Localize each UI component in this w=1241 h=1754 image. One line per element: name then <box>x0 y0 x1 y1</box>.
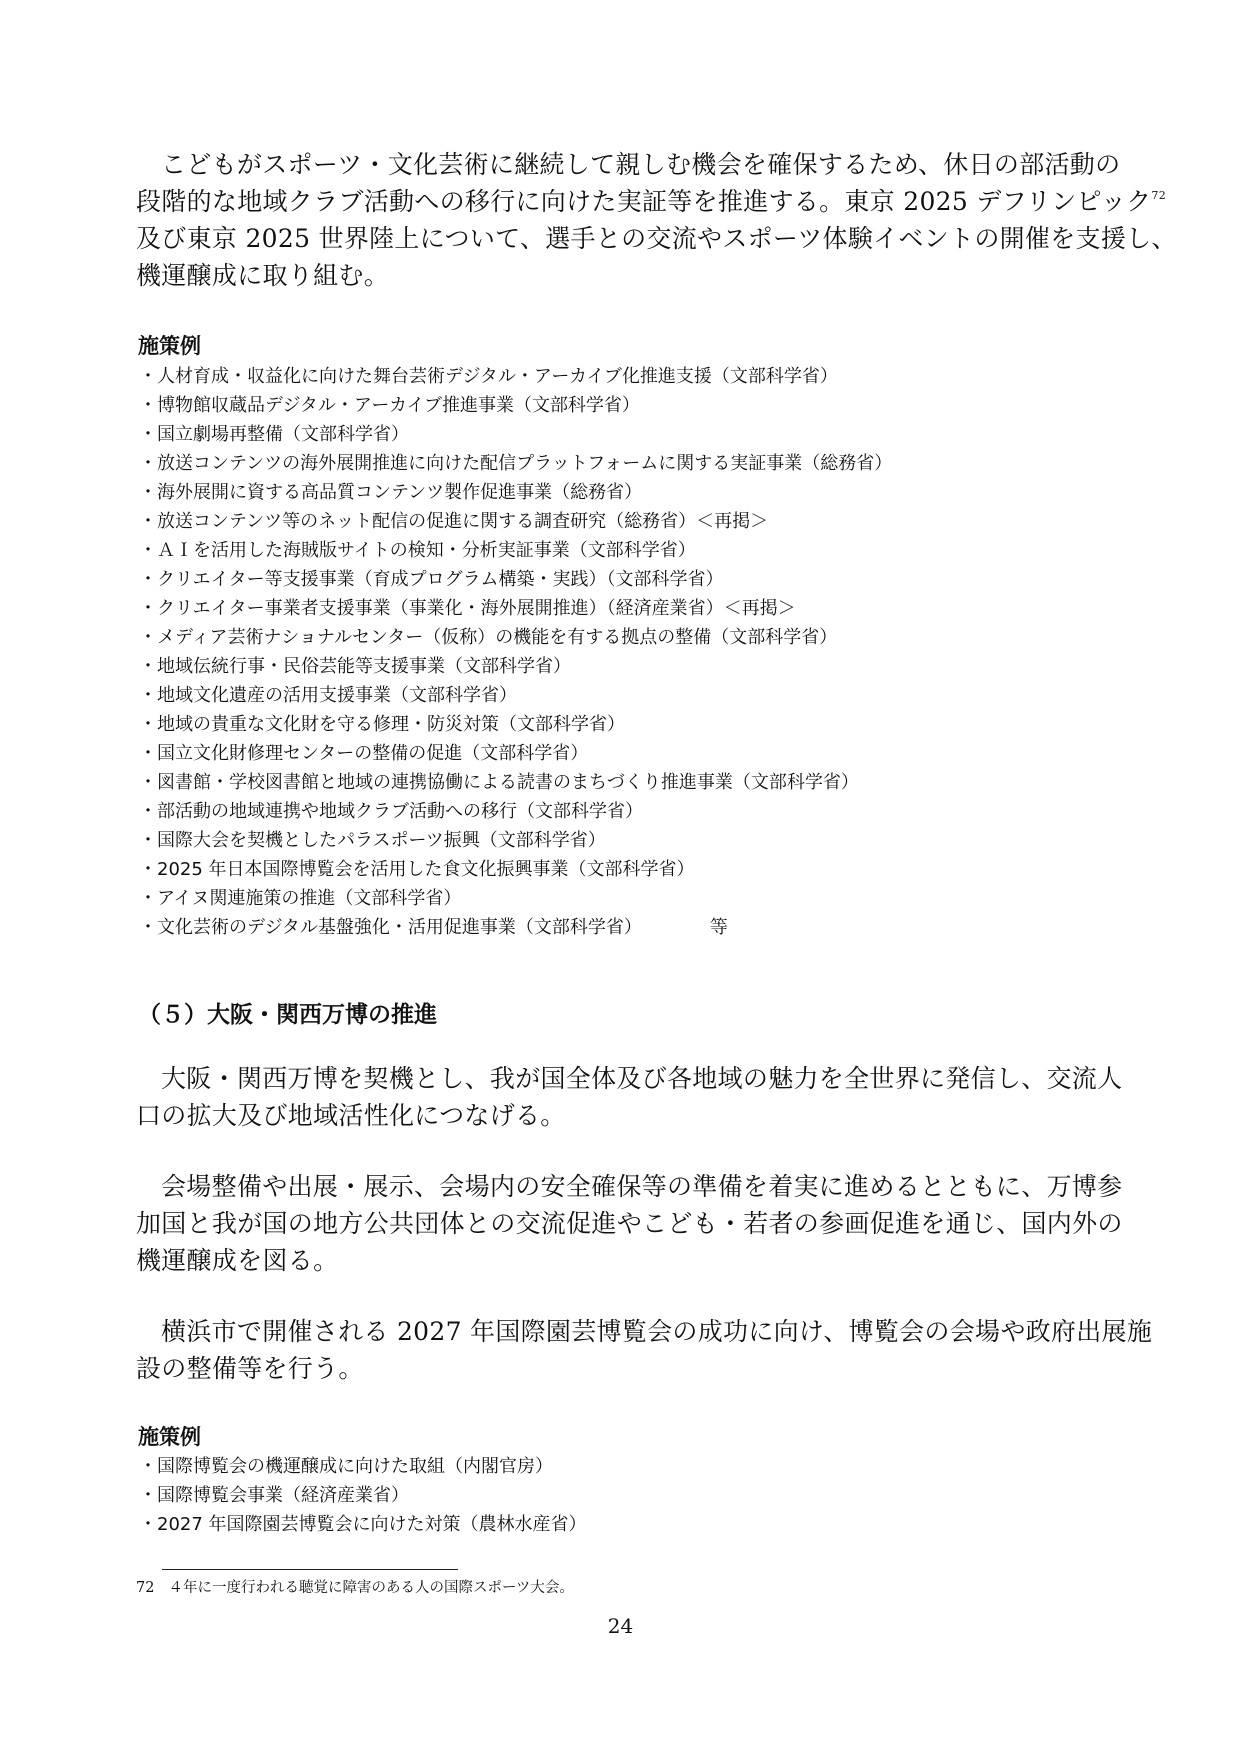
paragraph <box>136 1313 1153 1387</box>
list-item: ・国際博覧会事業（経済産業省） <box>139 1485 409 1506</box>
footnote-text: ４年に一度行われる聴覚に障害のある人の国際スポーツ大会。 <box>168 1580 574 1596</box>
measures-list <box>139 1452 587 1539</box>
list-item: ・博物館収蔵品デジタル・アーカイブ推進事業（文部科学省） <box>139 395 640 416</box>
measures-label: 施策例 <box>138 1425 201 1449</box>
list-item: ・クリエイター等支援事業（育成プログラム構築・実践）（文部科学省） <box>139 569 724 590</box>
paragraph-line: 加国と我が国の地方公共団体との交流促進やこども・若者の参画促進を通じ、国内外の <box>136 1209 1123 1238</box>
measures-label: 施策例 <box>138 334 201 358</box>
list-item: ・国立劇場再整備（文部科学省） <box>139 424 409 445</box>
list-item: ・人材育成・収益化に向けた舞台芸術デジタル・アーカイブ化推進支援（文部科学省） <box>139 366 838 387</box>
section-heading: （５）大阪・関西万博の推進 <box>138 1002 437 1028</box>
list-item: ・地域の貴重な文化財を守る修理・防災対策（文部科学省） <box>139 714 625 735</box>
intro-paragraph <box>136 146 1177 294</box>
paragraph-line: 会場整備や出展・展示、会場内の安全確保等の準備を着実に進めるとともに、万博参 <box>161 1172 1123 1201</box>
list-item: ・メディア芸術ナショナルセンター（仮称）の機能を有する拠点の整備（文部科学省） <box>139 627 838 648</box>
etc-label: 等 <box>709 917 728 938</box>
paragraph-line: 設の整備等を行う。 <box>136 1354 364 1383</box>
list-item: ・放送コンテンツの海外展開推進に向けた配信プラットフォームに関する実証事業（総務省） <box>139 453 893 474</box>
paragraph <box>136 1060 1123 1134</box>
paragraph-line: 機運醸成を図る。 <box>136 1246 339 1275</box>
list-item: ・図書館・学校図書館と地域の連携協働による読書のまちづくり推進事業（文部科学省） <box>139 772 859 793</box>
paragraph-line: 口の拡大及び地域活性化につなげる。 <box>136 1101 566 1130</box>
paragraph <box>136 1168 1123 1279</box>
list-item: ・国際博覧会の機運醸成に向けた取組（内閣官房） <box>139 1456 553 1477</box>
footnote-reference: 72 <box>1151 189 1167 202</box>
list-item: ・ＡＩを活用した海賊版サイトの検知・分析実証事業（文部科学省） <box>139 540 696 561</box>
paragraph-line: 大阪・関西万博を契機とし、我が国全体及び各地域の魅力を全世界に発信し、交流人 <box>161 1064 1123 1093</box>
list-item: ・クリエイター事業者支援事業（事業化・海外展開推進）（経済産業省）＜再掲＞ <box>139 598 796 619</box>
paragraph-line: こどもがスポーツ・文化芸術に継続して親しむ機会を確保するため、休日の部活動の <box>161 150 1121 179</box>
list-item: ・文化芸術のデジタル基盤強化・活用促進事業（文部科学省） 等 <box>139 917 728 938</box>
list-item: ・2027 年国際園芸博覧会に向けた対策（農林水産省） <box>139 1514 587 1535</box>
footnote-divider <box>162 1569 458 1570</box>
list-item: ・海外展開に資する高品質コンテンツ製作促進事業（総務省） <box>139 482 643 503</box>
list-item: ・国立文化財修理センターの整備の促進（文部科学省） <box>139 743 589 764</box>
paragraph-line: 機運醸成に取り組む。 <box>136 261 390 290</box>
list-item: ・アイヌ関連施策の推進（文部科学省） <box>139 888 462 909</box>
list-item: ・部活動の地域連携や地域クラブ活動への移行（文部科学省） <box>139 801 643 822</box>
list-item: ・地域文化遺産の活用支援事業（文部科学省） <box>139 685 517 706</box>
list-item: ・国際大会を契機としたパラスポーツ振興（文部科学省） <box>139 830 606 851</box>
paragraph-line: 及び東京 2025 世界陸上について、選手との交流やスポーツ体験イベントの開催を支援し、 <box>136 224 1177 253</box>
list-item: ・2025 年日本国際博覧会を活用した食文化振興事業（文部科学省） <box>139 859 695 880</box>
list-item: ・地域伝統行事・民俗芸能等支援事業（文部科学省） <box>139 656 571 677</box>
footnote <box>136 1578 574 1598</box>
page-number: 24 <box>607 1614 634 1638</box>
measures-list <box>139 362 892 942</box>
paragraph-line: 段階的な地域クラブ活動への移行に向けた実証等を推進する。東京 2025 デフリンピック$^{72}$ <box>136 187 1167 216</box>
footnote-number: 72 <box>136 1580 155 1596</box>
paragraph-line: 横浜市で開催される 2027 年国際園芸博覧会の成功に向け、博覧会の会場や政府出展施 <box>161 1317 1153 1346</box>
list-item: ・放送コンテンツ等のネット配信の促進に関する調査研究（総務省）＜再掲＞ <box>139 511 769 532</box>
